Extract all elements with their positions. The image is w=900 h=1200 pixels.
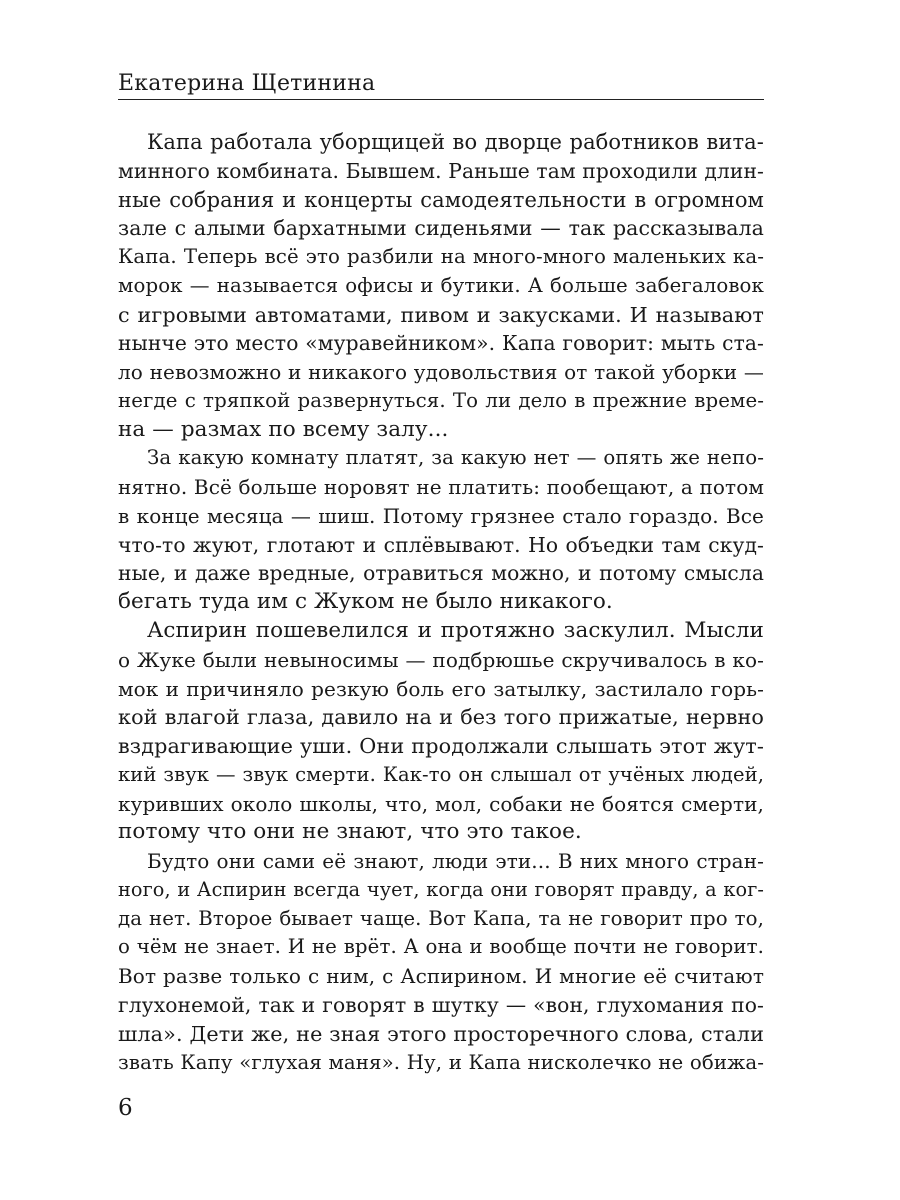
text-line: негде с тряпкой развернуться. То ли дело в прежние време- [118, 388, 764, 412]
text-line: о Жуке были невыносимы — подбрюшье скручивалось в ко- [118, 647, 764, 672]
text-line: да нет. Второе бывает чаще. Вот Капа, та не говорит про то, [118, 906, 764, 930]
text-line: мок и причиняло резкую боль его затылку, застилало горь- [118, 676, 764, 701]
text-line: Будто они сами её знают, люди эти... В них много стран- [147, 849, 764, 874]
text-line: ло невозможно и никакого удовольствия от такой уборки — [118, 360, 764, 385]
header-rule [118, 99, 764, 100]
text-line: на — размах по всему залу... [118, 416, 449, 442]
text-line: что-то жуют, глотают и сплёвывают. Но объедки там скуд- [118, 532, 764, 557]
text-line: минного комбината. Бывшем. Раньше там проходили длин- [118, 158, 764, 183]
text-line: ные собрания и концерты самодеятельности в огромном [118, 187, 764, 212]
text-line: о чём не знает. И не врёт. А она и вообще почти не говорит. [118, 935, 764, 959]
text-line: кий звук — звук смерти. Как-то он слышал от учёных людей, [118, 762, 764, 786]
text-line: в конце месяца — шиш. Потому грязнее стало гораздо. Все [118, 503, 764, 528]
text-line: ного, и Аспирин всегда чует, когда они говорят правду, а ког- [118, 877, 764, 901]
body-text [118, 128, 764, 1077]
text-line: нятно. Всё больше норовят не платить: пообещают, а потом [118, 475, 764, 500]
text-line: зале с алыми бархатными сиденьями — так рассказывала [118, 216, 764, 241]
page-number: 6 [118, 1095, 133, 1121]
text-line: ные, и даже вредные, отравиться можно, и потому смысла [118, 561, 764, 586]
text-line: морок — называется офисы и бутики. А больше забегаловок [118, 273, 764, 297]
text-line: Капа. Теперь всё это разбили на много-много маленьких ка- [118, 245, 764, 269]
text-line: нынче это место «муравейником». Капа говорит: мыть ста- [118, 331, 764, 356]
text-line: потому что они не знают, что это такое. [118, 819, 582, 845]
text-line: вздрагивающие уши. Они продолжали слышать этот жут- [118, 734, 764, 759]
text-line: с игровыми автоматами, пивом и закусками. И называют [118, 302, 764, 327]
text-line: бегать туда им с Жуком не было никакого. [118, 589, 613, 615]
text-line: Капа работала уборщицей во дворце работников вита- [147, 130, 764, 154]
text-line: куривших около школы, что, мол, собаки не боятся смерти, [118, 791, 764, 816]
text-line: звать Капу «глухая маня». Ну, и Капа нисколечко не обижа- [118, 1050, 764, 1074]
text-line: Аспирин пошевелился и протяжно заскулил. Мысли [147, 618, 764, 644]
running-head: Екатерина Щетинина [118, 71, 376, 96]
text-line: шла». Дети же, не зная этого просторечного слова, стали [118, 1021, 764, 1046]
text-line: глухонемой, так и говорят в шутку — «вон, глухомания по- [118, 992, 764, 1017]
text-line: Вот разве только с ним, с Аспирином. И многие её считают [118, 964, 764, 989]
text-line: За какую комнату платят, за какую нет — опять же непо- [147, 446, 764, 470]
text-line: кой влагой глаза, давило на и без того прижатые, нервно [118, 705, 764, 730]
